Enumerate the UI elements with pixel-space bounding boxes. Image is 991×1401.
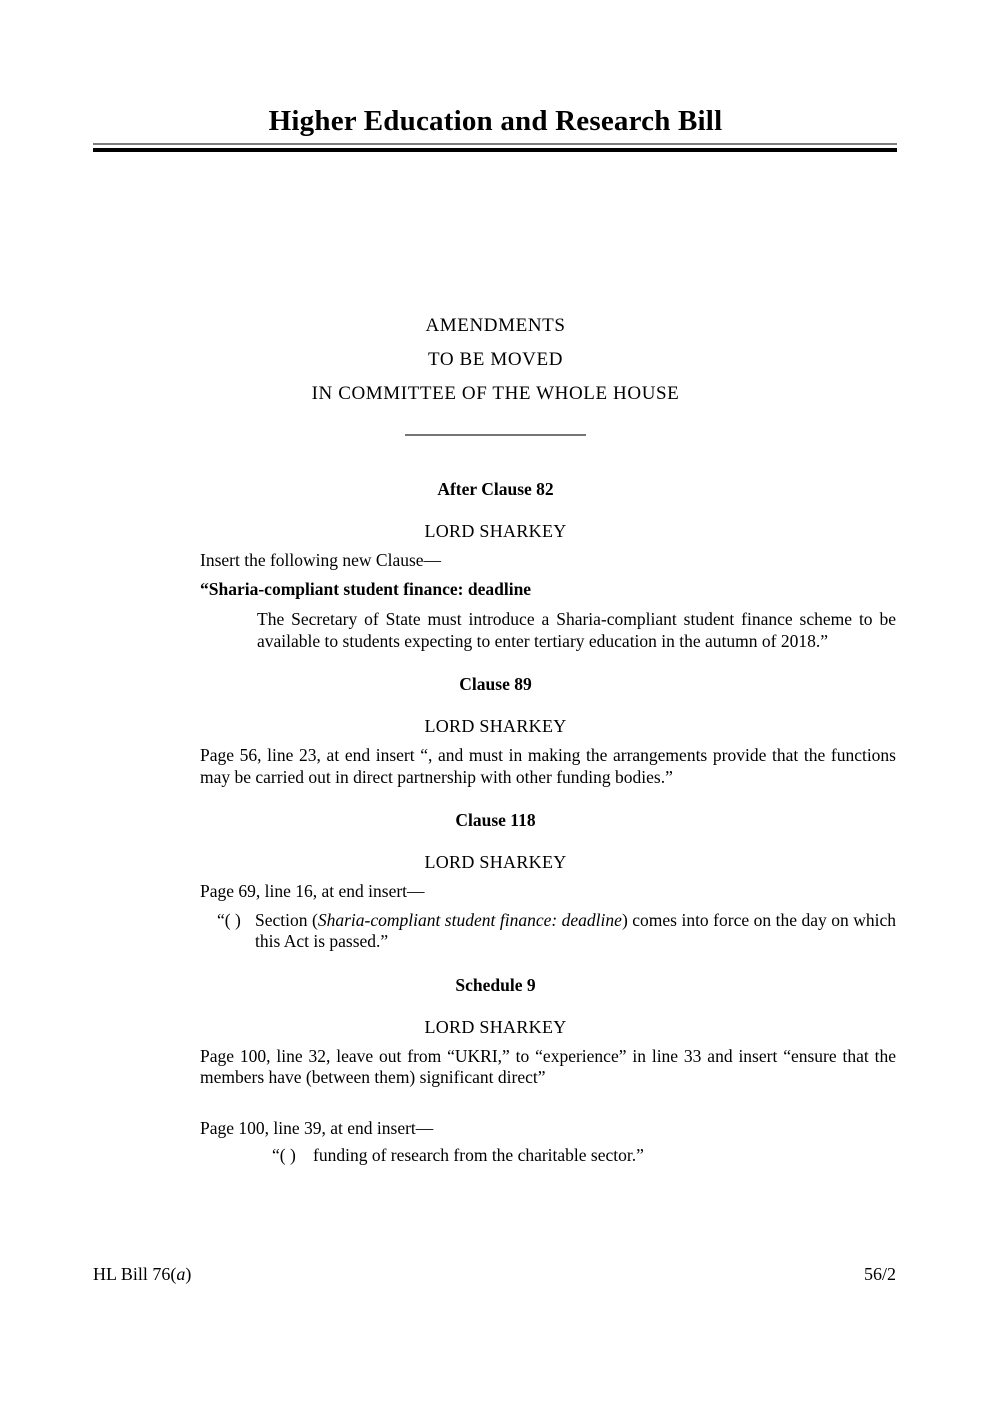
mover-name: LORD SHARKEY (424, 852, 567, 872)
section-clause-89 (0, 673, 991, 788)
separator-rule (405, 434, 586, 436)
page-footer (93, 1263, 896, 1285)
section-after-clause-82 (0, 478, 991, 652)
paragraph-marker: “( ) (272, 1145, 296, 1165)
amendment-instruction: Page 100, line 39, at end insert— (200, 1117, 434, 1138)
preamble-line-committee: IN COMMITTEE OF THE WHOLE HOUSE (311, 383, 680, 404)
new-clause-body: The Secretary of State must introduce a Sharia-compliant student finance scheme to be available to students expecting to enter tertiary education in the autumn of 2018.” (257, 609, 896, 651)
section-heading: After Clause 82 (437, 479, 554, 499)
preamble-line-to-be-moved: TO BE MOVED (427, 349, 564, 370)
amendment-text: Page 100, line 32, leave out from “UKRI,” to “experience” in line 33 and insert “ensure that the members have (between them) significant direct” (200, 1045, 896, 1087)
section-heading: Clause 118 (455, 810, 536, 830)
section-heading: Clause 89 (459, 674, 532, 694)
paragraph-text: funding of research from the charitable sector.” (313, 1145, 644, 1165)
inserted-paragraph (272, 1145, 896, 1167)
subsection-text-post: ) comes into force on the day on which this Act is passed.” (255, 909, 896, 951)
bill-title: Higher Education and Research Bill (268, 105, 723, 137)
new-clause-title: “Sharia-compliant student finance: deadline (200, 578, 532, 599)
amendment-instruction: Page 69, line 16, at end insert— (200, 881, 425, 901)
section-clause-118 (0, 809, 991, 953)
amendment-instruction: Insert the following new Clause— (200, 550, 442, 570)
bill-reference-italic: a (176, 1264, 186, 1284)
bill-reference-post: ) (185, 1264, 192, 1284)
page-reference: 56/2 (863, 1264, 896, 1284)
mover-name: LORD SHARKEY (424, 521, 567, 541)
subsection-marker: “( ) (217, 909, 241, 930)
mover-name: LORD SHARKEY (424, 716, 567, 736)
subsection-text-pre: Section ( (255, 909, 318, 930)
mover-name: LORD SHARKEY (424, 1016, 567, 1037)
preamble-line-amendments: AMENDMENTS (425, 315, 566, 336)
section-schedule-9 (0, 974, 991, 1167)
inserted-subsection (217, 909, 896, 953)
subsection-text-italic: Sharia-compliant student finance: deadline (317, 909, 622, 930)
preamble (0, 309, 991, 411)
section-heading: Schedule 9 (455, 974, 536, 995)
amendment-text: Page 56, line 23, at end insert “, and must in making the arrangements provide that the functions may be carried out in direct partnership with other funding bodies.” (200, 745, 896, 787)
bill-reference-pre: HL Bill 76( (93, 1264, 177, 1284)
title-double-rule (93, 143, 897, 152)
bill-reference (93, 1263, 191, 1285)
